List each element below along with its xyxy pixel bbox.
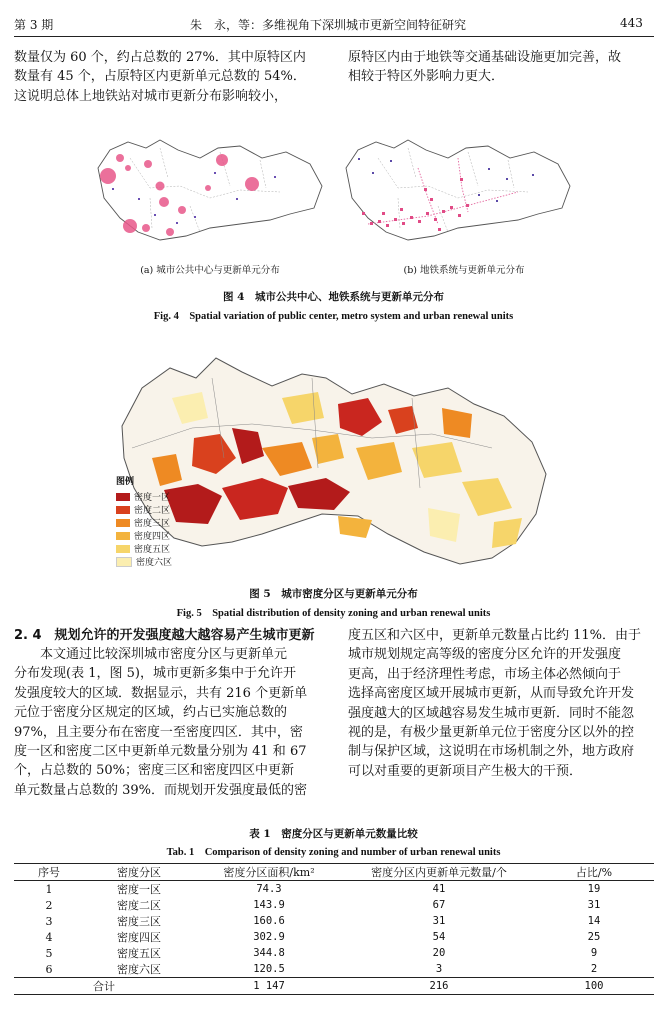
table-cell: 41 [432,883,446,895]
legend-item [116,542,196,555]
table1-caption-cn: 表 1 密度分区与更新单元数量比较 [249,828,418,840]
table-cell: 密度二区 [117,899,161,912]
table-cell: 74.3 [256,883,282,895]
legend-swatch [116,493,130,501]
table-cell: 密度三区 [117,915,161,928]
legend-swatch [116,506,130,514]
text-line: 97%，且主要分布在密度一至密度四区．其中，密 [14,724,303,740]
table-row [14,897,654,913]
center-marker [125,165,131,171]
text-line: 度五区和六区中，更新单元数量占比约 11%．由于 [348,628,642,643]
text-line: 更高，出于经济理性考虑，市场主体必然倾向于 [348,666,622,682]
column-header: 密度分区 [84,864,194,881]
legend-item [116,555,196,568]
legend-label: 密度三区 [134,519,171,529]
table-cell: 100 [534,978,654,995]
table-cell: 20 [432,947,446,959]
intro-left-column [14,48,332,106]
center-marker [144,160,152,168]
legend-swatch [116,519,130,527]
table-cell: 密度五区 [117,947,161,960]
table-cell: 3 [45,914,53,928]
table-row [14,945,654,961]
table1-caption-en: Tab. 1 Comparison of density zoning and number of urban renewal units [166,847,501,858]
table-cell: 1 147 [194,978,344,995]
text-line: 单元数量占总数的 39%．而规划开发强度最低的密 [14,782,308,798]
text-line: 发强度较大的区域．数据显示，共有 216 个更新单 [14,685,308,701]
table-cell: 1 [45,882,53,896]
table-cell: 2 [590,963,598,975]
center-marker [123,219,137,233]
table-cell: 4 [45,930,53,944]
center-marker [142,224,150,232]
column-header: 占比/% [534,864,654,881]
text-line: 原特区内由于地铁等交通基础设施更加完善，故 [348,50,622,65]
table-cell: 302.9 [253,931,285,943]
legend-item [116,490,196,503]
text-line: 视的是，有极少量更新单元位于密度分区以外的控 [348,725,635,741]
table-cell: 密度一区 [117,883,161,896]
table-cell: 3 [435,963,443,975]
table-cell: 6 [45,962,53,976]
center-marker [156,182,165,191]
center-marker [159,197,169,207]
table-cell: 143.9 [253,899,285,911]
table-cell: 25 [587,931,601,943]
header-rule [14,36,654,37]
legend-label: 密度一区 [134,493,171,503]
legend-title: 图例 [116,477,135,487]
fig5-caption-en: Fig. 5 Spatial distribution of density zoning and urban renewal units [176,608,491,619]
text-line: 数量有 45 个，占原特区内更新单元总数的 54%． [14,69,306,85]
table-cell: 9 [590,947,598,959]
density-table [14,863,654,995]
table-cell: 31 [587,899,601,911]
table-row [14,913,654,929]
section-heading: 2. 4 规划允许的开发强度越大越容易产生城市更新 [14,628,315,643]
text-line: 选择高密度区域开展城市更新，从而导致允许开发 [348,686,635,702]
legend-item [116,503,196,516]
text-line: 城市规划规定高等级的密度分区允许的开发强度 [348,647,622,663]
legend-label: 密度五区 [134,545,171,555]
text-line: 分布发现(表 1，图 5)，城市更新多集中于允许开 [14,666,296,682]
table-cell: 合计 [14,978,194,995]
fig5-caption-cn: 图 5 城市密度分区与更新单元分布 [249,588,418,600]
running-title: 朱 永，等：多维视角下深圳城市更新空间特征研究 [190,18,467,32]
table-cell: 67 [432,899,446,911]
table-cell: 19 [587,883,601,895]
fig5-legend [116,474,196,568]
center-marker [245,177,259,191]
fig4b-map [338,128,578,256]
legend-item [116,516,196,529]
table-row [14,961,654,978]
table-cell: 密度四区 [117,931,161,944]
section-left-column [14,645,332,800]
table-cell: 5 [45,946,53,960]
table-row [14,929,654,945]
table-cell: 密度六区 [117,963,161,976]
legend-swatch [116,545,130,553]
text-line: 元位于密度分区规定的区域，约占已实施总数的 [14,705,288,721]
table-cell: 31 [432,915,446,927]
legend-item [116,529,196,542]
fig4-caption-en: Fig. 4 Spatial variation of public center, metro system and urban renewal units [153,311,514,322]
text-line: 强度越大的区域越容易发生城市更新．同时不能忽 [348,705,635,721]
city-boundary [346,140,570,240]
table-header-row [14,864,654,881]
legend-label: 密度二区 [134,506,171,516]
text-line: 这说明总体上地铁站对城市更新分布影响较小， [14,88,288,104]
text-line: 相较于特区外影响力更大． [348,69,505,85]
legend-swatch [116,532,130,540]
issue-label: 第 3 期 [14,18,54,32]
legend-label: 密度六区 [136,558,173,568]
table-cell: 216 [344,978,534,995]
text-line: 数量仅为 60 个，约占总数的 27%．其中原特区内 [14,50,306,65]
table-cell: 2 [45,898,53,912]
legend-label: 密度四区 [134,532,171,542]
intro-right-column [348,48,654,87]
text-line: 可以对重要的更新项目产生极大的干预． [348,763,583,779]
center-marker [100,168,116,184]
table-cell: 160.6 [253,915,285,927]
section-right-column [348,626,654,781]
page-number: 443 [620,16,643,30]
table-cell: 120.5 [253,963,285,975]
center-marker [205,185,211,191]
column-header: 序号 [14,864,84,881]
column-header: 密度分区内更新单元数量/个 [344,864,534,881]
text-line: 度一区和密度二区中更新单元数量分别为 41 和 67 [14,744,307,760]
center-marker [178,206,186,214]
text-line: 制与保护区域，这说明在市场机制之外，地方政府 [348,744,635,760]
table-row [14,881,654,898]
table-total-row [14,978,654,995]
text-line: 个，占总数的 50%；密度三区和密度四区中更新 [14,763,295,779]
table-cell: 54 [432,931,446,943]
center-marker [216,154,228,166]
fig4a-map [90,128,330,256]
fig4b-caption: (b) 地铁系统与更新单元分布 [403,265,525,276]
text-line: 本文通过比较深圳城市密度分区与更新单元 [14,647,288,662]
table-cell: 344.8 [253,947,285,959]
column-header: 密度分区面积/km² [194,864,344,881]
fig4-caption-cn: 图 4 城市公共中心、地铁系统与更新单元分布 [223,291,444,303]
center-marker [166,228,174,236]
table-cell: 14 [587,915,601,927]
center-marker [116,154,124,162]
fig4a-caption: (a) 城市公共中心与更新单元分布 [140,265,280,276]
legend-swatch [116,557,132,567]
